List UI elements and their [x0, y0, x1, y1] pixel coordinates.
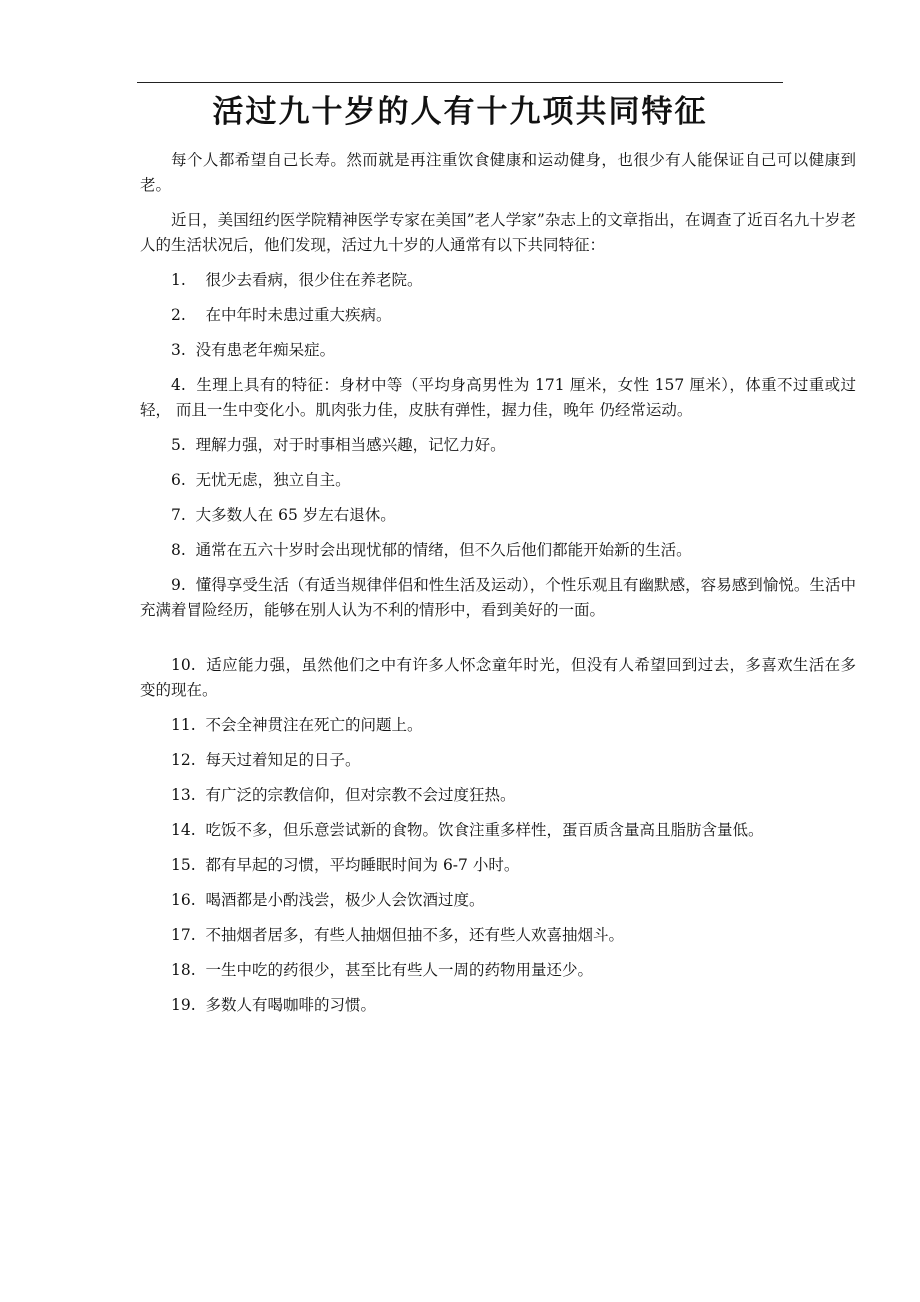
list-item [140, 748, 856, 773]
item-number: 16. [171, 891, 196, 909]
list-item [140, 993, 856, 1018]
item-number: 14. [171, 821, 196, 839]
item-text: 很少去看病，很少住在养老院。 [205, 271, 423, 289]
list-item [140, 783, 856, 808]
item-text: 不会全神贯注在死亡的问题上。 [205, 716, 423, 734]
item-text: 没有患老年痴呆症。 [195, 341, 336, 359]
item-number: 3. [171, 341, 186, 359]
item-number: 18. [171, 961, 196, 979]
item-number: 10. [171, 656, 196, 674]
item-text: 通常在五六十岁时会出现忧郁的情绪，但不久后他们都能开始新的生活。 [195, 541, 692, 559]
item-number: 19. [171, 996, 196, 1014]
page-title: 活过九十岁的人有十九项共同特征 [212, 94, 708, 130]
item-number: 8. [171, 541, 186, 559]
item-text: 懂得享受生活（有适当规律伴侣和性生活及运动），个性乐观且有幽默感，容易感到愉悦。生活中充满着冒险经历，能够在别人认为不利的情形中，看到美好的一面。 [140, 576, 856, 619]
list-item [140, 468, 856, 493]
item-number: 11. [171, 716, 196, 734]
item-text: 有广泛的宗教信仰，但对宗教不会过度狂热。 [205, 786, 516, 804]
item-number: 13. [171, 786, 196, 804]
item-text: 在中年时未患过重大疾病。 [205, 306, 392, 324]
item-text: 生理上具有的特征：身材中等（平均身高男性为 171 厘米，女性 157 厘米），体重不过重或过轻， 而且一生中变化小。肌肉张力佳，皮肤有弹性，握力佳，晚年 仍经常运动。 [140, 376, 856, 419]
item-number: 9. [171, 576, 186, 594]
item-number: 1. [171, 271, 186, 289]
intro-paragraph: 近日，美国纽约医学院精神医学专家在美国”老人学家”杂志上的文章指出，在调查了近百名九十岁老人的生活状况后，他们发现，活过九十岁的人通常有以下共同特征： [140, 211, 856, 254]
item-number: 12. [171, 751, 196, 769]
list-item [140, 653, 856, 703]
list-item [140, 573, 856, 623]
item-number: 17. [171, 926, 196, 944]
list-item [140, 503, 856, 528]
document-body [140, 148, 856, 1028]
item-text: 多数人有喝咖啡的习惯。 [205, 996, 377, 1014]
list-item [140, 923, 856, 948]
list-item [140, 853, 856, 878]
list-item [140, 958, 856, 983]
item-number: 15. [171, 856, 196, 874]
list-item [140, 373, 856, 423]
item-text: 一生中吃的药很少，甚至比有些人一周的药物用量还少。 [205, 961, 594, 979]
intro-paragraph: 每个人都希望自己长寿。然而就是再注重饮食健康和运动健身，也很少有人能保证自己可以健康到老。 [140, 151, 856, 194]
item-number: 7. [171, 506, 186, 524]
item-text: 不抽烟者居多，有些人抽烟但抽不多，还有些人欢喜抽烟斗。 [205, 926, 625, 944]
item-text: 适应能力强，虽然他们之中有许多人怀念童年时光，但没有人希望回到过去，多喜欢生活在多变的现在。 [140, 656, 856, 699]
list-item [140, 538, 856, 563]
list-item [140, 888, 856, 913]
item-text: 大多数人在 65 岁左右退休。 [195, 506, 396, 524]
item-number: 6. [171, 471, 186, 489]
item-text: 喝酒都是小酌浅尝，极少人会饮酒过度。 [205, 891, 485, 909]
item-text: 每天过着知足的日子。 [205, 751, 361, 769]
item-text: 理解力强，对于时事相当感兴趣，记忆力好。 [195, 436, 506, 454]
paragraph-gap [140, 633, 856, 653]
list-item [140, 338, 856, 363]
header-rule [137, 82, 783, 83]
item-text: 无忧无虑，独立自主。 [195, 471, 351, 489]
item-text: 都有早起的习惯，平均睡眠时间为 6-7 小时。 [205, 856, 520, 874]
item-number: 5. [171, 436, 186, 454]
list-item [140, 303, 856, 328]
item-number: 2. [171, 306, 186, 324]
list-item [140, 818, 856, 843]
list-item [140, 713, 856, 738]
list-item [140, 268, 856, 293]
item-number: 4. [171, 376, 186, 394]
item-text: 吃饭不多，但乐意尝试新的食物。饮食注重多样性，蛋百质含量高且脂肪含量低。 [205, 821, 764, 839]
list-item [140, 433, 856, 458]
